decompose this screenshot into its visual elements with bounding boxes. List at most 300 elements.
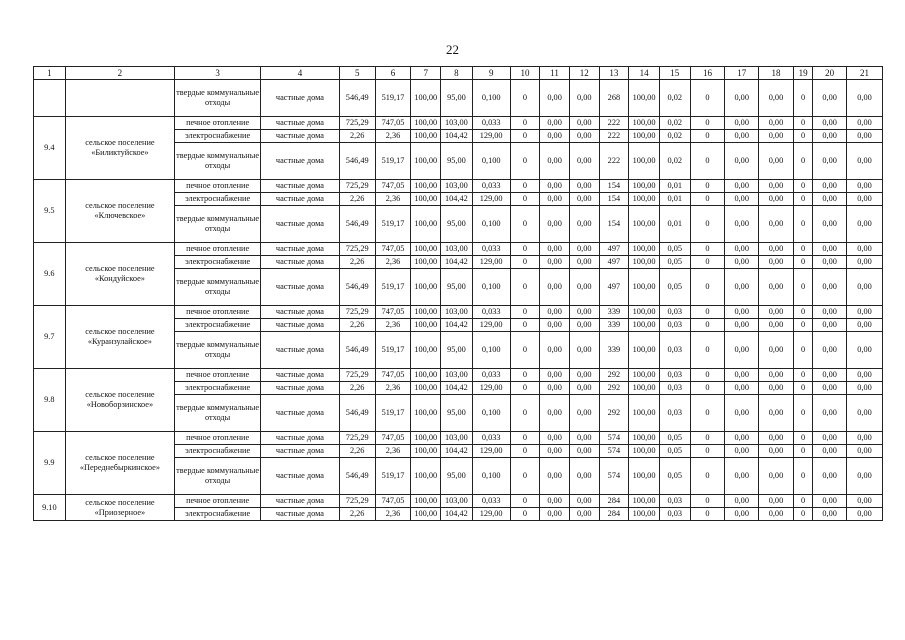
settlement-name: сельское поселение «Переднебыркинское» [65,432,174,495]
table-cell: 546,49 [339,269,375,306]
table-cell: 0,00 [725,143,759,180]
table-cell: 100,00 [411,269,441,306]
table-cell: 0,00 [759,143,794,180]
table-cell: 0,00 [813,269,847,306]
table-cell: 129,00 [472,508,510,521]
table-cell: твердые коммунальные отходы [175,206,261,243]
table-cell: 546,49 [339,206,375,243]
table-cell: 0,00 [759,180,794,193]
table-cell: твердые коммунальные отходы [175,269,261,306]
table-cell: 2,36 [375,130,411,143]
table-cell: 0,03 [659,508,690,521]
table-cell: 0,05 [659,458,690,495]
table-cell: 0,00 [725,269,759,306]
settlement-name: сельское поселение «Ключевское» [65,180,174,243]
table-cell: 0,00 [813,332,847,369]
table-cell: 2,36 [375,193,411,206]
table-cell: 0,00 [759,80,794,117]
table-cell: 0,00 [759,432,794,445]
table-cell: 0,00 [847,306,883,319]
table-cell: 0 [510,256,540,269]
table-cell: 0,00 [813,458,847,495]
table-cell: 0,033 [472,495,510,508]
table-cell: 0 [690,117,725,130]
table-cell: 0 [793,180,812,193]
table-cell: 2,26 [339,319,375,332]
table-cell: частные дома [261,256,340,269]
table-cell: 103,00 [441,180,473,193]
table-cell: 104,42 [441,193,473,206]
table-cell: 747,05 [375,117,411,130]
table-cell: 100,00 [629,332,660,369]
column-header: 8 [441,67,473,80]
table-cell: частные дома [261,458,340,495]
table-cell: 100,00 [629,130,660,143]
table-cell: 0 [510,445,540,458]
table-cell: 0,00 [569,206,599,243]
table-cell: электроснабжение [175,445,261,458]
table-cell: 339 [599,332,629,369]
table-cell: 0,00 [540,143,570,180]
table-cell: 0,00 [569,256,599,269]
table-cell: 725,29 [339,180,375,193]
table-cell: 0,00 [569,382,599,395]
table-cell: 0,00 [759,369,794,382]
table-cell: 0,00 [540,495,570,508]
section-number: 9.6 [34,243,66,306]
table-cell: 0,00 [813,319,847,332]
table-cell: 0,00 [759,306,794,319]
table-cell: частные дома [261,143,340,180]
section-number: 9.4 [34,117,66,180]
table-cell: 0,00 [540,332,570,369]
table-cell: 100,00 [629,395,660,432]
table-cell: 0 [510,508,540,521]
table-row [34,432,883,445]
table-cell: электроснабжение [175,319,261,332]
table-cell: 0 [510,80,540,117]
table-cell: печное отопление [175,117,261,130]
table-cell: 0 [510,130,540,143]
table-cell: 0 [690,458,725,495]
table-cell: 100,00 [629,382,660,395]
table-cell: 0 [793,432,812,445]
table-cell: 0 [690,332,725,369]
table-cell: 0 [690,508,725,521]
column-header: 12 [569,67,599,80]
table-cell: 129,00 [472,130,510,143]
table-cell: твердые коммунальные отходы [175,458,261,495]
table-cell: 0,00 [813,306,847,319]
table-cell: 0,00 [847,395,883,432]
table-cell: 100,00 [411,319,441,332]
table-cell: 574 [599,432,629,445]
column-header: 9 [472,67,510,80]
table-cell: 103,00 [441,495,473,508]
table-cell: 0,100 [472,206,510,243]
table-cell: 725,29 [339,117,375,130]
table-cell: 0,00 [540,180,570,193]
table-cell: частные дома [261,193,340,206]
table-cell: 100,00 [411,180,441,193]
table-cell: частные дома [261,495,340,508]
table-cell: 2,36 [375,382,411,395]
table-cell: 100,00 [629,432,660,445]
table-cell: твердые коммунальные отходы [175,143,261,180]
table-row [34,180,883,193]
table-cell: 0,03 [659,495,690,508]
table-cell: 0,01 [659,193,690,206]
table-cell: 100,00 [629,306,660,319]
table-cell: 0 [510,193,540,206]
table-cell: 0,00 [725,332,759,369]
table-row [34,243,883,256]
table-cell: 0,00 [569,369,599,382]
table-cell: 0,00 [725,508,759,521]
table-cell: частные дома [261,206,340,243]
table-cell: 104,42 [441,382,473,395]
table-cell: 0,00 [813,382,847,395]
table-cell: 0,00 [725,395,759,432]
table-cell: 100,00 [411,395,441,432]
table-cell: 0,100 [472,332,510,369]
table-cell: 0,05 [659,269,690,306]
table-cell: 0,00 [540,117,570,130]
table-cell: 0 [793,495,812,508]
table-cell: 104,42 [441,508,473,521]
table-cell: 0,00 [759,332,794,369]
table-cell: 0,00 [847,382,883,395]
table-cell: 0 [690,206,725,243]
table-cell: 0,00 [569,306,599,319]
table-cell: 284 [599,495,629,508]
column-header: 17 [725,67,759,80]
table-cell: 100,00 [411,256,441,269]
table-cell: 95,00 [441,143,473,180]
table-cell: 0,00 [540,306,570,319]
table-cell: 0,00 [813,143,847,180]
table-cell: 0,00 [725,130,759,143]
column-header: 20 [813,67,847,80]
table-cell: 0 [690,369,725,382]
table-cell: 0,00 [847,445,883,458]
table-cell: 0 [793,80,812,117]
table-cell: печное отопление [175,243,261,256]
table-cell: 0,00 [759,256,794,269]
table-cell: 0 [510,243,540,256]
table-cell: 0 [690,256,725,269]
table-cell: 100,00 [629,369,660,382]
table-cell: 747,05 [375,495,411,508]
table-cell: 747,05 [375,432,411,445]
table-cell: частные дома [261,332,340,369]
table-cell: 0 [690,269,725,306]
table-cell: 154 [599,193,629,206]
table-cell: 100,00 [629,80,660,117]
table-cell: 0,00 [759,319,794,332]
table-cell: 0 [793,206,812,243]
table-cell: 0,00 [759,508,794,521]
table-cell: частные дома [261,80,340,117]
table-cell: 0 [793,319,812,332]
table-cell: 0,03 [659,382,690,395]
table-cell: 0,00 [759,382,794,395]
table-cell: 0 [793,193,812,206]
table-cell: 0,00 [569,80,599,117]
table-cell: 0,00 [847,256,883,269]
table-cell: 104,42 [441,130,473,143]
column-header: 11 [540,67,570,80]
table-cell: 0,100 [472,458,510,495]
table-cell: 0 [690,306,725,319]
table-cell: 0,00 [759,269,794,306]
table-cell: 0,00 [847,143,883,180]
table-cell: частные дома [261,243,340,256]
table-cell: 0 [690,243,725,256]
table-cell: 0,00 [569,117,599,130]
table-cell: 100,00 [411,306,441,319]
table-cell: 0,00 [847,495,883,508]
table-cell: 725,29 [339,432,375,445]
table-cell: 0,00 [847,369,883,382]
column-header: 7 [411,67,441,80]
table-cell: 0,00 [847,206,883,243]
table-cell: 497 [599,243,629,256]
table-cell: 2,36 [375,508,411,521]
table-cell: 0 [690,432,725,445]
table-cell: 339 [599,319,629,332]
table-cell: 0,02 [659,130,690,143]
data-table [33,66,883,521]
table-cell: 100,00 [411,193,441,206]
table-cell: 100,00 [629,445,660,458]
table-cell: 0,00 [540,319,570,332]
table-cell: 100,00 [411,508,441,521]
table-cell: 129,00 [472,256,510,269]
table-cell: 0,00 [813,117,847,130]
table-cell: 497 [599,256,629,269]
table-cell: 0 [690,395,725,432]
table-cell: 0,00 [847,117,883,130]
settlement-name: сельское поселение «Кондуйское» [65,243,174,306]
table-cell: 0 [510,143,540,180]
table-cell: 154 [599,180,629,193]
table-row [34,495,883,508]
table-cell: 0,00 [725,369,759,382]
section-number: 9.10 [34,495,66,521]
table-cell: 0,100 [472,80,510,117]
table-cell: 0,00 [759,445,794,458]
table-cell: 0,00 [759,193,794,206]
table-cell: 0,00 [540,206,570,243]
table-cell: 0,00 [725,495,759,508]
section-number: 9.9 [34,432,66,495]
table-cell: 0,00 [813,495,847,508]
table-cell: 0 [690,143,725,180]
table-cell: 0,03 [659,306,690,319]
table-cell: 100,00 [629,508,660,521]
table-cell: 100,00 [629,193,660,206]
table-cell: 95,00 [441,206,473,243]
table-cell: 0,02 [659,117,690,130]
table-cell: 0 [690,80,725,117]
table-cell: 519,17 [375,332,411,369]
table-cell: 0 [510,332,540,369]
table-cell: 0,00 [847,80,883,117]
table-cell: электроснабжение [175,382,261,395]
table-cell: 0,00 [847,130,883,143]
table-cell: 0 [793,143,812,180]
table-cell: печное отопление [175,180,261,193]
table-cell: 292 [599,382,629,395]
table-cell: 154 [599,206,629,243]
table-cell: 2,26 [339,508,375,521]
table-cell: 100,00 [629,143,660,180]
table-cell: 0,05 [659,432,690,445]
table-cell: 497 [599,269,629,306]
settlement-name: сельское поселение «Приозерное» [65,495,174,521]
table-cell: 0 [510,117,540,130]
table-cell: 0,03 [659,395,690,432]
column-header: 4 [261,67,340,80]
settlement-name: сельское поселение «Новоборзинское» [65,369,174,432]
table-cell: 725,29 [339,306,375,319]
table-cell: частные дома [261,445,340,458]
table-cell: 0,00 [813,256,847,269]
column-header: 21 [847,67,883,80]
table-cell: 0,00 [569,143,599,180]
table-cell: 0 [510,432,540,445]
table-cell: 0,00 [759,117,794,130]
table-cell: 100,00 [411,143,441,180]
table-cell: 0 [510,395,540,432]
table-cell: 0 [793,332,812,369]
table-cell: печное отопление [175,306,261,319]
table-cell: 100,00 [411,332,441,369]
table-cell: 0,033 [472,306,510,319]
table-cell: 0,00 [813,369,847,382]
table-cell: 747,05 [375,369,411,382]
table-cell: 0,00 [540,269,570,306]
table-cell: 0,00 [569,319,599,332]
empty-cell [65,80,174,117]
table-cell: 129,00 [472,382,510,395]
table-cell: 103,00 [441,432,473,445]
table-cell: 0,05 [659,243,690,256]
table-cell: 0,00 [569,495,599,508]
table-cell: 129,00 [472,193,510,206]
table-cell: 0,00 [813,193,847,206]
column-header: 2 [65,67,174,80]
table-cell: 95,00 [441,80,473,117]
table-cell: частные дома [261,395,340,432]
table-cell: 519,17 [375,458,411,495]
table-cell: 0,00 [813,80,847,117]
table-cell: 0,00 [813,206,847,243]
table-cell: 222 [599,143,629,180]
table-cell: 129,00 [472,319,510,332]
table-row [34,80,883,117]
table-cell: 222 [599,117,629,130]
table-cell: 0 [793,269,812,306]
table-cell: 0 [793,458,812,495]
table-cell: 0 [510,369,540,382]
table-cell: 0,033 [472,180,510,193]
table-cell: 546,49 [339,332,375,369]
table-cell: 0,00 [725,319,759,332]
table-cell: 0,00 [569,180,599,193]
table-cell: 0 [690,193,725,206]
table-cell: 95,00 [441,458,473,495]
table-cell: 0,00 [847,180,883,193]
table-cell: 0,00 [725,432,759,445]
table-cell: 104,42 [441,319,473,332]
table-cell: 0,100 [472,269,510,306]
table-cell: 103,00 [441,369,473,382]
table-cell: 0,00 [569,193,599,206]
table-cell: 103,00 [441,117,473,130]
table-cell: 0 [510,382,540,395]
table-cell: 284 [599,508,629,521]
table-cell: 2,26 [339,130,375,143]
table-cell: 100,00 [629,269,660,306]
table-cell: 100,00 [411,458,441,495]
table-cell: 95,00 [441,269,473,306]
column-header: 1 [34,67,66,80]
table-cell: 100,00 [411,432,441,445]
table-cell: 519,17 [375,395,411,432]
table-cell: 0,00 [540,243,570,256]
settlement-name: сельское поселение «Биликтуйское» [65,117,174,180]
column-header: 19 [793,67,812,80]
table-cell: 2,26 [339,382,375,395]
table-cell: 100,00 [629,458,660,495]
table-cell: 100,00 [411,445,441,458]
section-number: 9.8 [34,369,66,432]
table-cell: 519,17 [375,80,411,117]
table-cell: 747,05 [375,243,411,256]
column-header: 10 [510,67,540,80]
table-cell: 104,42 [441,445,473,458]
table-cell: 0,05 [659,445,690,458]
table-cell: 0 [793,130,812,143]
table-cell: 0 [690,445,725,458]
table-cell: 2,26 [339,256,375,269]
table-cell: 725,29 [339,243,375,256]
table-cell: 0,00 [540,130,570,143]
table-cell: 100,00 [629,256,660,269]
table-cell: 0 [793,395,812,432]
table-cell: 0,00 [813,243,847,256]
table-cell: 0,03 [659,332,690,369]
table-cell: 0,00 [725,243,759,256]
table-cell: 100,00 [629,117,660,130]
table-cell: 0 [793,306,812,319]
table-cell: 0,00 [569,458,599,495]
table-cell: 100,00 [629,319,660,332]
table-cell: 0,00 [847,458,883,495]
table-cell: 268 [599,80,629,117]
table-cell: 0,00 [725,458,759,495]
table-cell: частные дома [261,117,340,130]
table-row [34,369,883,382]
table-cell: 0,00 [569,445,599,458]
table-cell: 747,05 [375,306,411,319]
table-cell: 0,00 [813,432,847,445]
table-cell: 0,00 [759,243,794,256]
table-cell: 0 [690,319,725,332]
table-cell: 100,00 [411,243,441,256]
